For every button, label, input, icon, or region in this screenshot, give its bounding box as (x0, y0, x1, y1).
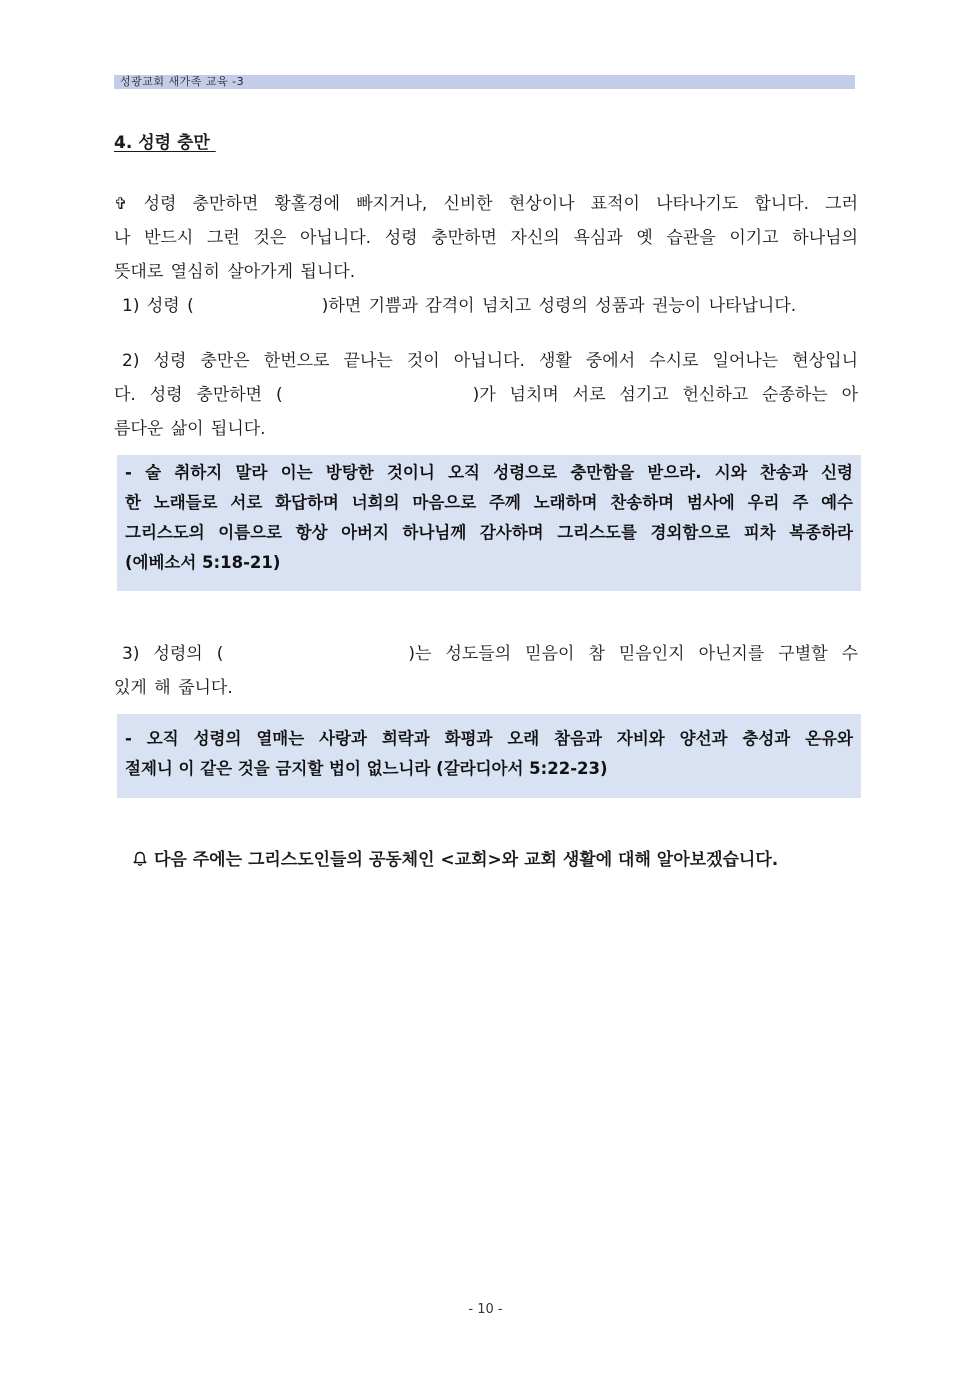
item-2-prefix: 다. 성령 충만하면 ( (114, 385, 283, 405)
bell-icon (132, 851, 148, 867)
item-3-line-2: 있게 해 줍니다. (114, 678, 233, 698)
item-3-line-1 (114, 637, 858, 671)
intro-line-2: 나 반드시 그런 것은 아닙니다. 성령 충만하면 자신의 욕심과 옛 습관을 이기고 하나님의 (114, 228, 858, 248)
item-1-prefix: 1) 성령 ( (122, 296, 194, 316)
next-week-notice (132, 848, 778, 872)
quote-1-line-3: 그리스도의 이름으로 항상 아버지 하나님께 감사하며 그리스도를 경외함으로 피차 복종하라 (125, 523, 853, 542)
quote-box-ephesians (117, 455, 861, 591)
quote-1-line-2: 한 노래들로 서로 화답하며 너희의 마음으로 주께 노래하며 찬송하며 범사에 우리 주 예수 (125, 493, 853, 512)
cross-icon: ✞ (114, 194, 128, 213)
item-1-line (114, 289, 858, 323)
quote-1-line-1: - 술 취하지 말라 이는 방탕한 것이니 오직 성령으로 충만함을 받으라. 시와 찬송과 신령 (125, 463, 853, 482)
quote-box-galatians (117, 714, 861, 798)
item-3-suffix: )는 성도들의 믿음이 참 믿음인지 아닌지를 구별할 수 (408, 644, 859, 664)
item-1-suffix: )하면 기쁨과 감격이 넘치고 성령의 성품과 권능이 나타납니다. (321, 296, 797, 316)
item-3-prefix: 3) 성령의 ( (122, 644, 224, 664)
item-2-line-2 (114, 378, 858, 412)
next-week-text: 다음 주에는 그리스도인들의 공동체인 <교회>와 교회 생활에 대해 알아보겠습니다. (154, 850, 779, 870)
item-3 (114, 637, 858, 705)
intro-line-1-text: 성령 충만하면 황홀경에 빠지거나, 신비한 현상이나 표적이 나타나기도 합니다. 그러 (143, 194, 859, 214)
quote-2-line-1: - 오직 성령의 열매는 사랑과 희락과 화평과 오래 참음과 자비와 양선과 충성과 온유와 (125, 729, 853, 748)
header-title: 성광교회 새가족 교육 -3 (120, 75, 245, 88)
item-2-suffix: )가 넘치며 서로 섬기고 헌신하고 순종하는 아 (472, 385, 859, 405)
quote-2-line-2: 절제니 이 같은 것을 금지할 법이 없느니라 (갈라디아서 5:22-23) (125, 759, 608, 778)
section-title: 4. 성령 충만 (114, 133, 216, 153)
intro-paragraph (114, 187, 858, 289)
item-2 (114, 344, 858, 446)
intro-line-3: 뜻대로 열심히 살아가게 됩니다. (114, 262, 356, 282)
page-number: - 10 - (468, 1302, 503, 1317)
quote-1-line-4: (에베소서 5:18-21) (125, 553, 281, 572)
item-1 (114, 289, 858, 323)
item-2-line-3: 름다운 삶이 됩니다. (114, 419, 266, 439)
intro-line-1 (114, 187, 858, 221)
item-2-line-1: 2) 성령 충만은 한번으로 끝나는 것이 아닙니다. 생활 중에서 수시로 일어나는 현상입니 (122, 351, 858, 371)
